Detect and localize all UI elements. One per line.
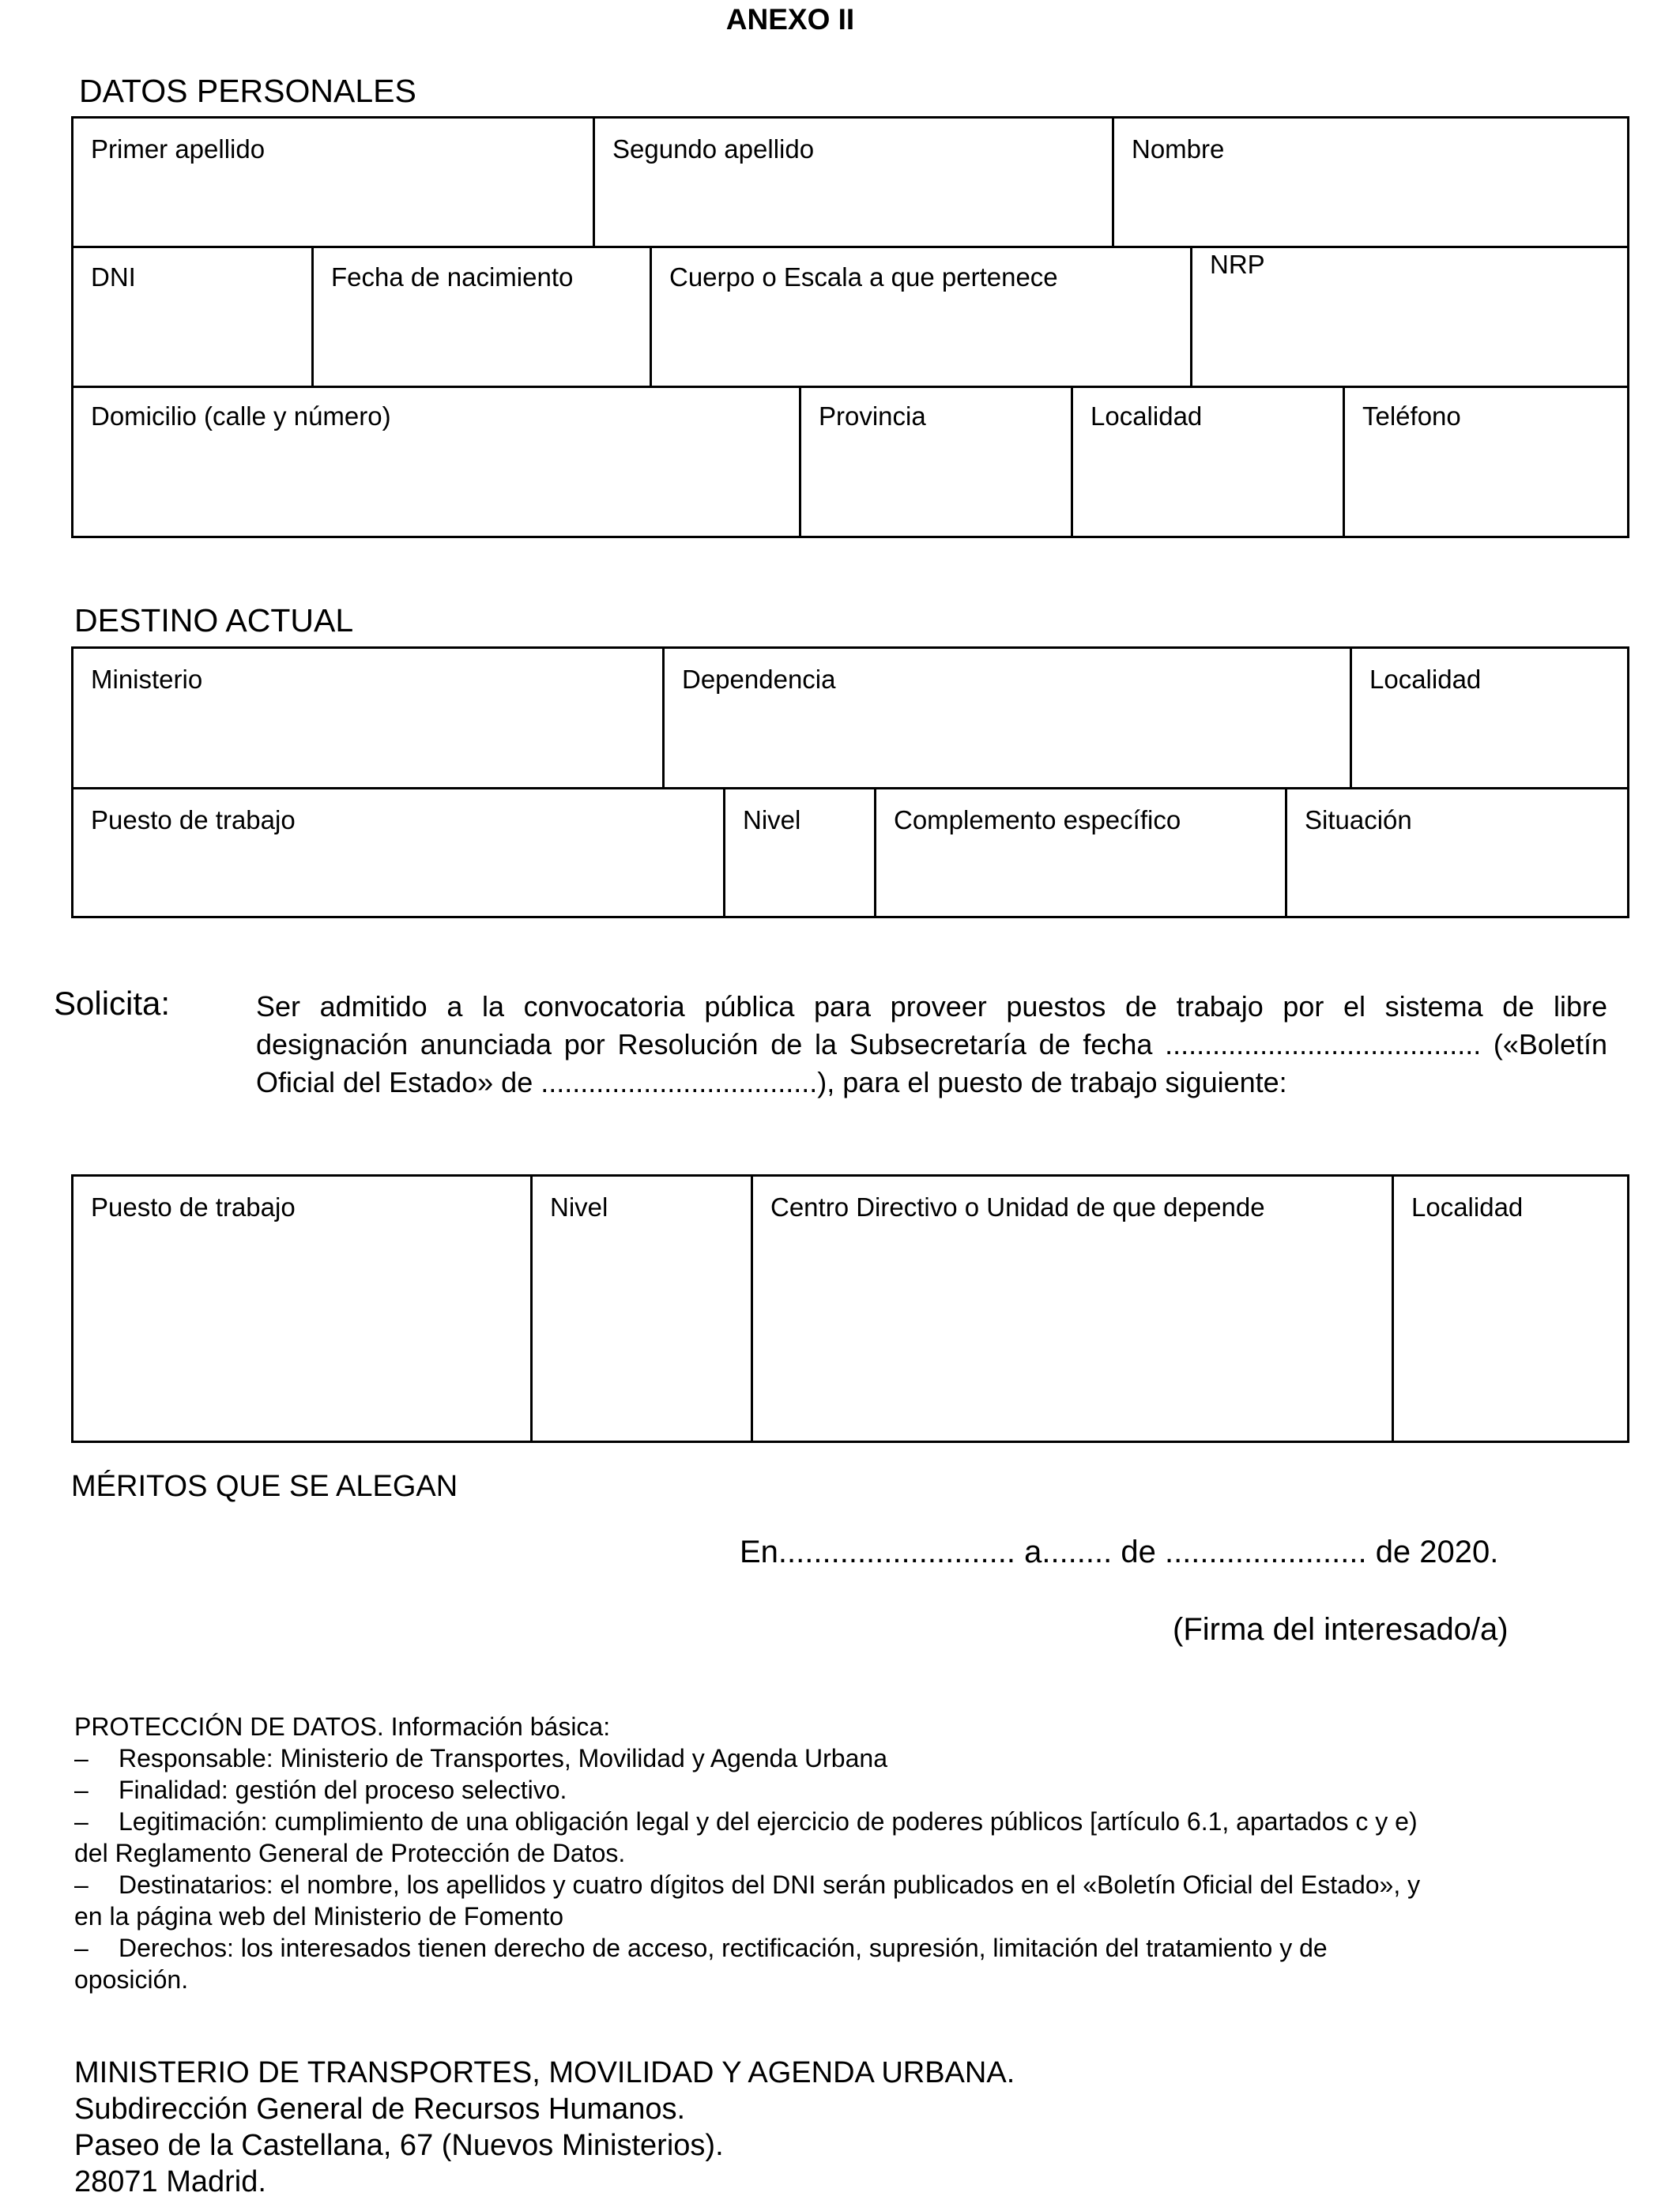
table-row [73,649,1627,787]
list-item-continuation: oposición. [74,1965,189,1994]
field-localidad-solicitada[interactable] [1392,1177,1627,1441]
table-row [73,386,1627,536]
field-label: Localidad [1090,401,1203,431]
field-label: Localidad [1369,665,1482,694]
list-item-text: Destinatarios: el nombre, los apellidos y cuatro dígitos del DNI serán publicados en el «Boletín Oficial del Estado», y [119,1870,1421,1899]
field-situacion[interactable] [1285,789,1627,916]
data-protection-notice [74,1711,1576,1995]
table-row [73,787,1627,916]
postal-address [74,2055,1015,2200]
field-label: DNI [91,262,136,292]
dash-bullet: – [74,1934,89,1962]
field-label: NRP [1210,250,1265,279]
field-label: Localidad [1411,1192,1524,1222]
annex-title: ANEXO II [725,3,855,36]
data-protection-heading: PROTECCIÓN DE DATOS. Información básica: [74,1712,611,1741]
field-label: Complemento específico [894,805,1181,834]
table-row [73,246,1627,386]
field-nrp[interactable] [1190,248,1627,386]
list-item [74,1869,1576,1901]
list-item [74,1806,1576,1837]
list-item-continuation: del Reglamento General de Protección de Datos. [74,1839,626,1867]
field-ministerio[interactable] [73,649,662,787]
table-row [73,119,1627,246]
place-date-line[interactable]: En........................... a........ de ....................... de 2020. [740,1535,1499,1569]
field-label: Nombre [1132,134,1225,164]
list-item [74,1742,1576,1774]
meritos-heading: MÉRITOS QUE SE ALEGAN [71,1470,458,1503]
field-puesto-trabajo-actual[interactable] [73,789,723,916]
field-centro-directivo[interactable] [751,1177,1392,1441]
field-complemento-especifico[interactable] [874,789,1285,916]
field-label: Puesto de trabajo [91,1192,296,1222]
field-dni[interactable] [73,248,311,386]
field-cuerpo-escala[interactable] [650,248,1190,386]
paragraph-line: Ser admitido a la convocatoria pública para proveer puestos de trabajo por el sistema de libre [256,990,1607,1023]
field-label: Dependencia [682,665,836,694]
field-provincia[interactable] [799,388,1071,536]
list-item [74,1774,1576,1806]
field-localidad-destino[interactable] [1350,649,1627,787]
field-label: Centro Directivo o Unidad de que depende [770,1192,1265,1222]
field-dependencia[interactable] [662,649,1350,787]
field-label: Segundo apellido [612,134,815,164]
field-label: Nivel [743,805,801,834]
address-line: 28071 Madrid. [74,2165,266,2198]
address-line: Subdirección General de Recursos Humanos. [74,2093,686,2126]
field-fecha-nacimiento[interactable] [311,248,650,386]
table-row [73,1177,1627,1441]
paragraph-line: designación anunciada por Resolución de la Subsecretaría de fecha ........................................ («Boletín [256,1028,1607,1060]
dash-bullet: – [74,1744,89,1772]
puesto-solicitado-table [71,1174,1629,1443]
field-nombre[interactable] [1112,119,1627,246]
field-telefono[interactable] [1343,388,1627,536]
list-item-text: Legitimación: cumplimiento de una obligación legal y del ejercicio de poderes públicos [artículo 6.1, apartados c y e) [119,1807,1418,1836]
dash-bullet: – [74,1776,89,1804]
field-label: Primer apellido [91,134,266,164]
field-label: Fecha de nacimiento [331,262,574,292]
field-nivel-solicitado[interactable] [530,1177,751,1441]
field-localidad[interactable] [1071,388,1343,536]
destino-actual-table [71,646,1629,918]
field-primer-apellido[interactable] [73,119,593,246]
address-line: Paseo de la Castellana, 67 (Nuevos Ministerios). [74,2129,724,2162]
paragraph-line: Oficial del Estado» de ...................................), para el puesto de trabajo siguiente: [256,1066,1287,1098]
signature-caption: (Firma del interesado/a) [1173,1612,1509,1647]
field-label: Cuerpo o Escala a que pertenece [669,262,1058,292]
list-item-text: Responsable: Ministerio de Transportes, Movilidad y Agenda Urbana [119,1744,887,1772]
dash-bullet: – [74,1870,89,1899]
dash-bullet: – [74,1807,89,1836]
field-label: Nivel [550,1192,608,1222]
field-label: Ministerio [91,665,203,694]
section-heading-destino-actual: DESTINO ACTUAL [74,602,354,639]
solicita-label: Solicita: [54,985,171,1022]
section-heading-datos-personales: DATOS PERSONALES [79,73,416,109]
field-label: Domicilio (calle y número) [91,401,391,431]
list-item-continuation: en la página web del Ministerio de Fomento [74,1902,564,1931]
field-segundo-apellido[interactable] [593,119,1112,246]
field-label: Puesto de trabajo [91,805,296,834]
field-label: Teléfono [1362,401,1461,431]
address-line: MINISTERIO DE TRANSPORTES, MOVILIDAD Y AGENDA URBANA. [74,2056,1015,2089]
list-item [74,1932,1576,1964]
list-item-text: Finalidad: gestión del proceso selectivo. [119,1776,567,1804]
field-puesto-trabajo-solicitado[interactable] [73,1177,530,1441]
field-label: Situación [1305,805,1412,834]
list-item-text: Derechos: los interesados tienen derecho de acceso, rectificación, supresión, limitación del tratamiento y de [119,1934,1328,1962]
field-domicilio[interactable] [73,388,799,536]
field-label: Provincia [819,401,926,431]
solicita-paragraph [256,988,1607,1102]
field-nivel-actual[interactable] [723,789,874,916]
datos-personales-table [71,116,1629,538]
